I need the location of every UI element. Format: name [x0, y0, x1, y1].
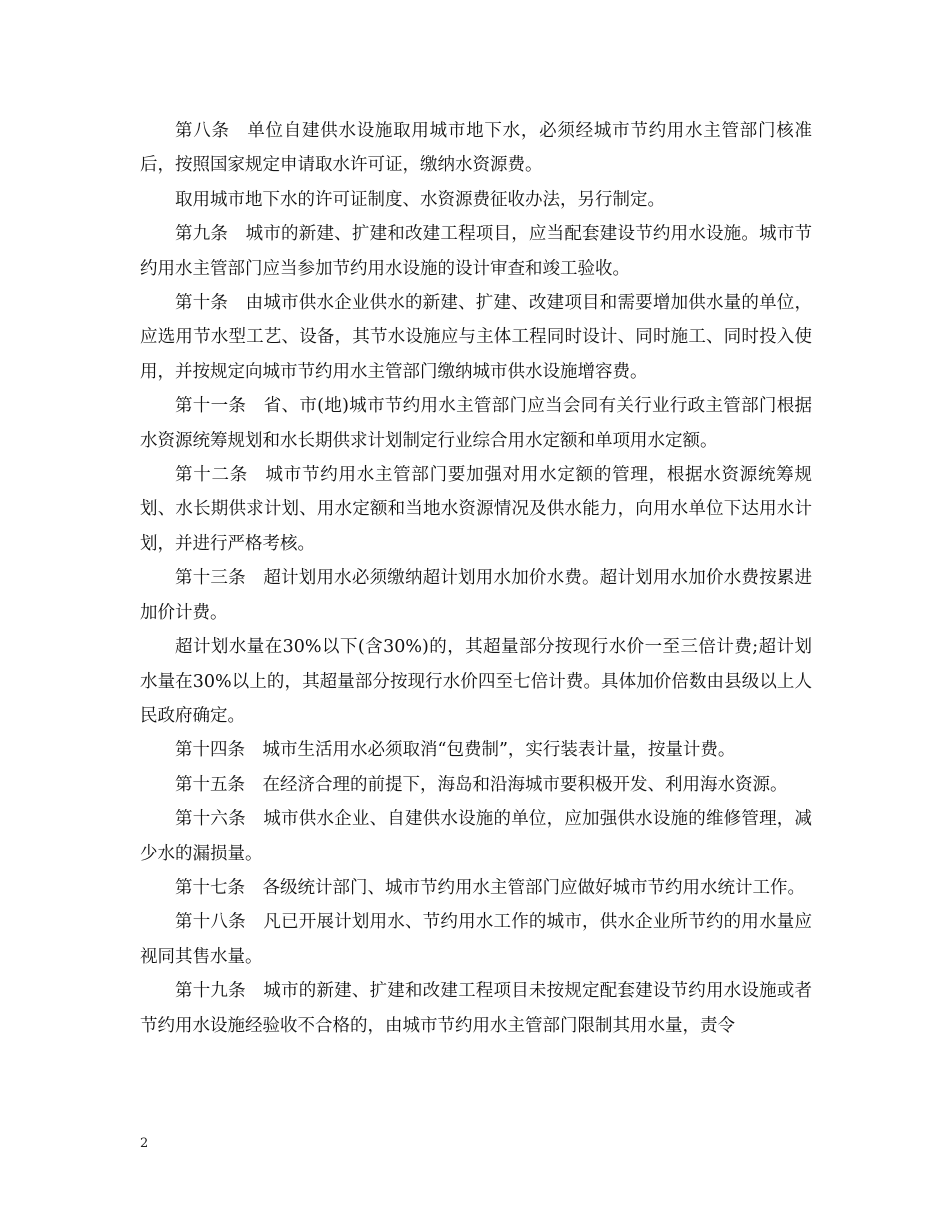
article-paragraph [140, 630, 812, 733]
article-text: 在经济合理的前提下，海岛和沿海城市要积极开发、利用海水资源。 [262, 774, 788, 795]
article-text: 各级统计部门、城市节约用水主管部门应做好城市节约用水统计工作。 [262, 877, 805, 898]
article-paragraph [140, 768, 812, 802]
article-text: 超计划用水必须缴纳超计划用水加价水费。超计划用水加价水费按累进加价计费。 [140, 568, 813, 623]
article-number: 第十七条 [175, 877, 245, 898]
article-number: 第十九条 [175, 981, 246, 1002]
article-paragraph [140, 802, 812, 871]
article-number: 第十条 [175, 293, 229, 314]
article-text: 城市节约用水主管部门要加强对用水定额的管理，根据水资源统筹规划、水长期供求计划、用水定额和当地水资源情况及供水能力，向用水单位下达用水计划，并进行严格考核。 [140, 465, 813, 554]
article-text: 城市的新建、扩建和改建工程项目未按规定配套建设节约用水设施或者节约用水设施经验收不合格的，由城市节约用水主管部门限制其用水量，责令 [140, 981, 813, 1036]
article-text: 由城市供水企业供水的新建、扩建、改建项目和需要增加供水量的单位，应选用节水型工艺、设备，其节水设施应与主体工程同时设计、同时施工、同时投入使用，并按规定向城市节约用水主管部门缴纳城市供水设施增容费。 [140, 293, 813, 382]
article-number: 第十六条 [175, 809, 246, 830]
article-paragraph [140, 114, 812, 183]
article-text: 凡已开展计划用水、节约用水工作的城市，供水企业所节约的用水量应视同其售水量。 [140, 912, 813, 967]
article-number: 第十三条 [175, 568, 246, 589]
article-number: 第十八条 [175, 912, 246, 933]
article-paragraph [140, 905, 812, 974]
document-body [140, 114, 812, 1043]
article-number: 第九条 [175, 224, 229, 245]
article-paragraph [140, 286, 812, 389]
article-text: 城市的新建、扩建和改建工程项目，应当配套建设节约用水设施。城市节约用水主管部门应当参加节约用水设施的设计审查和竣工验收。 [140, 224, 813, 279]
article-number: 第十四条 [175, 740, 245, 761]
article-paragraph [140, 217, 812, 286]
page-number: 2 [140, 1136, 149, 1151]
article-text: 取用城市地下水的许可证制度、水资源费征收办法，另行制定。 [175, 189, 665, 210]
article-paragraph [140, 871, 812, 905]
article-text: 超计划水量在30%以下(含30%)的，其超量部分按现行水价一至三倍计费;超计划水量在30%以上的，其超量部分按现行水价四至七倍计费。具体加价倍数由县级以上人民政府确定。 [140, 637, 812, 726]
article-text: 城市生活用水必须取消“包费制”，实行装表计量，按量计费。 [262, 740, 736, 761]
article-paragraph [140, 389, 812, 458]
article-text: 省、市(地)城市节约用水主管部门应当会同有关行业行政主管部门根据水资源统筹规划和水长期供求计划制定行业综合用水定额和单项用水定额。 [140, 396, 813, 451]
article-paragraph [140, 183, 812, 217]
article-number: 第十五条 [175, 774, 245, 795]
article-number: 第八条 [175, 121, 230, 141]
article-paragraph [140, 561, 812, 630]
article-text: 单位自建供水设施取用城市地下水，必须经城市节约用水主管部门核准后，按照国家规定申请取水许可证，缴纳水资源费。 [140, 121, 813, 176]
article-number: 第十一条 [175, 396, 247, 417]
article-paragraph [140, 733, 812, 767]
article-paragraph [140, 458, 812, 561]
article-text: 城市供水企业、自建供水设施的单位，应加强供水设施的维修管理，减少水的漏损量。 [140, 809, 813, 864]
article-paragraph [140, 974, 812, 1043]
article-number: 第十二条 [175, 465, 248, 486]
